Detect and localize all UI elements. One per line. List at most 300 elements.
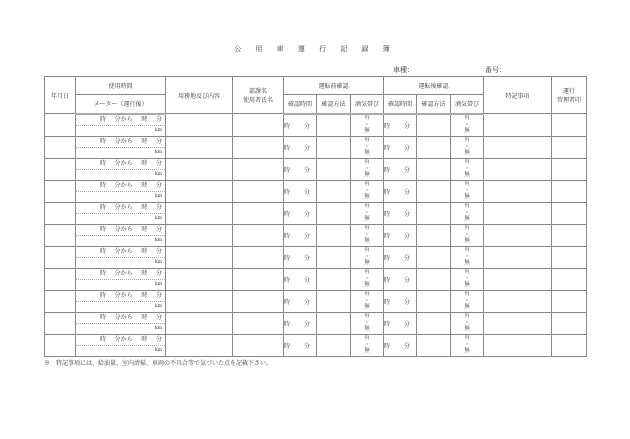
hour-label: 時 bbox=[100, 269, 107, 277]
date-cell[interactable] bbox=[45, 158, 76, 180]
alcohol-yes-no bbox=[451, 313, 483, 333]
minute-from-label: 分から bbox=[114, 115, 133, 123]
destination-cell[interactable] bbox=[166, 158, 233, 180]
remarks-cell[interactable] bbox=[484, 224, 552, 246]
hour-label: 時 bbox=[141, 137, 148, 145]
post-check-method-cell[interactable] bbox=[417, 268, 451, 290]
hour-label: 時 bbox=[100, 225, 107, 233]
header-post-check-method: 確認方法 bbox=[417, 95, 451, 114]
date-cell[interactable] bbox=[45, 334, 76, 356]
minute-label: 分 bbox=[155, 313, 162, 321]
post-check-method-cell[interactable] bbox=[417, 158, 451, 180]
department-cell[interactable] bbox=[233, 158, 284, 180]
pre-check-method-cell[interactable] bbox=[317, 312, 351, 334]
alcohol-yes-no bbox=[351, 269, 383, 289]
dot-separator: ・ bbox=[464, 319, 470, 326]
post-alcohol-cell[interactable] bbox=[451, 334, 484, 356]
hour-label: 時 bbox=[100, 313, 107, 321]
alcohol-yes-no bbox=[351, 203, 383, 223]
minute-from-label: 分から bbox=[114, 269, 133, 277]
no-label: 無 bbox=[464, 172, 470, 179]
remarks-cell[interactable] bbox=[484, 158, 552, 180]
usage-cell[interactable] bbox=[76, 290, 166, 312]
hour-label: 時 bbox=[100, 181, 107, 189]
department-cell[interactable] bbox=[233, 180, 284, 202]
alcohol-yes-no bbox=[451, 247, 483, 267]
pre-check-time-cell[interactable]: 時 分 bbox=[284, 202, 317, 224]
yes-label: 有 bbox=[464, 225, 470, 232]
remarks-cell[interactable] bbox=[484, 268, 552, 290]
pre-check-method-cell[interactable] bbox=[317, 334, 351, 356]
post-alcohol-cell[interactable] bbox=[451, 114, 484, 137]
dot-separator: ・ bbox=[464, 297, 470, 304]
table-row bbox=[45, 290, 587, 312]
no-label: 無 bbox=[464, 150, 470, 157]
dot-separator: ・ bbox=[364, 319, 370, 326]
date-cell[interactable] bbox=[45, 114, 76, 137]
yes-label: 有 bbox=[464, 247, 470, 254]
hour-label: 時 bbox=[100, 115, 107, 123]
pre-check-time-cell[interactable]: 時 分 bbox=[284, 290, 317, 312]
pre-check-time-cell[interactable]: 時 分 bbox=[284, 268, 317, 290]
no-label: 無 bbox=[364, 172, 370, 179]
no-label: 無 bbox=[364, 282, 370, 289]
minute-from-label: 分から bbox=[114, 313, 133, 321]
dot-separator: ・ bbox=[364, 121, 370, 128]
post-check-method-cell[interactable] bbox=[417, 312, 451, 334]
meter-km-line: km bbox=[155, 127, 162, 133]
meter-km-line: km bbox=[155, 215, 162, 221]
no-label: 無 bbox=[464, 238, 470, 245]
minute-label: 分 bbox=[155, 225, 162, 233]
manager-seal-cell[interactable] bbox=[552, 114, 587, 137]
post-alcohol-cell[interactable] bbox=[451, 158, 484, 180]
date-cell[interactable] bbox=[45, 136, 76, 158]
usage-time-line bbox=[76, 181, 165, 192]
usage-time-line bbox=[76, 225, 165, 236]
post-check-method-cell[interactable] bbox=[417, 136, 451, 158]
dot-separator: ・ bbox=[364, 209, 370, 216]
date-cell[interactable] bbox=[45, 312, 76, 334]
yes-label: 有 bbox=[464, 137, 470, 144]
destination-cell[interactable] bbox=[166, 202, 233, 224]
pre-check-method-cell[interactable] bbox=[317, 202, 351, 224]
yes-label: 有 bbox=[464, 269, 470, 276]
post-check-method-cell[interactable] bbox=[417, 334, 451, 356]
post-check-time-cell[interactable]: 時 分 bbox=[384, 312, 417, 334]
destination-cell[interactable] bbox=[166, 224, 233, 246]
header-pre-check: 運転前確認 bbox=[284, 77, 384, 95]
post-check-method-cell[interactable] bbox=[417, 180, 451, 202]
yes-label: 有 bbox=[364, 269, 370, 276]
no-label: 無 bbox=[464, 326, 470, 333]
alcohol-yes-no bbox=[351, 115, 383, 135]
no-label: 無 bbox=[364, 260, 370, 267]
remarks-cell[interactable] bbox=[484, 202, 552, 224]
alcohol-yes-no bbox=[451, 115, 483, 135]
pre-check-method-cell[interactable] bbox=[317, 224, 351, 246]
alcohol-yes-no bbox=[351, 313, 383, 333]
minute-from-label: 分から bbox=[114, 181, 133, 189]
usage-time-line bbox=[76, 159, 165, 170]
header-manager-seal bbox=[552, 77, 587, 114]
destination-cell[interactable] bbox=[166, 180, 233, 202]
hour-label: 時 bbox=[100, 203, 107, 211]
yes-label: 有 bbox=[364, 291, 370, 298]
minute-label: 分 bbox=[155, 247, 162, 255]
usage-time-line bbox=[76, 291, 165, 302]
pre-alcohol-cell[interactable] bbox=[351, 158, 384, 180]
remarks-cell[interactable] bbox=[484, 136, 552, 158]
no-label: 無 bbox=[464, 304, 470, 311]
no-label: 無 bbox=[364, 216, 370, 223]
destination-cell[interactable] bbox=[166, 114, 233, 137]
alcohol-yes-no bbox=[351, 225, 383, 245]
date-cell[interactable] bbox=[45, 268, 76, 290]
post-check-method-cell[interactable] bbox=[417, 290, 451, 312]
remarks-cell[interactable] bbox=[484, 312, 552, 334]
table-row bbox=[45, 202, 587, 224]
header-post-check-time: 確認時間 bbox=[384, 95, 417, 114]
header-manager-seal-line1: 運行 bbox=[562, 88, 575, 95]
usage-time-line bbox=[76, 203, 165, 214]
post-alcohol-cell[interactable] bbox=[451, 224, 484, 246]
dot-separator: ・ bbox=[464, 231, 470, 238]
destination-cell[interactable] bbox=[166, 334, 233, 356]
yes-label: 有 bbox=[464, 115, 470, 122]
remarks-cell[interactable] bbox=[484, 290, 552, 312]
alcohol-yes-no bbox=[451, 291, 483, 311]
header-meter: メーター（運行後） bbox=[76, 95, 166, 114]
pre-check-time-cell[interactable]: 時 分 bbox=[284, 180, 317, 202]
hour-label: 時 bbox=[141, 181, 148, 189]
pre-check-time-cell[interactable]: 時 分 bbox=[284, 114, 317, 137]
manager-seal-cell[interactable] bbox=[552, 224, 587, 246]
yes-label: 有 bbox=[464, 313, 470, 320]
manager-seal-cell[interactable] bbox=[552, 180, 587, 202]
alcohol-yes-no bbox=[351, 291, 383, 311]
manager-seal-cell[interactable] bbox=[552, 268, 587, 290]
pre-alcohol-cell[interactable] bbox=[351, 202, 384, 224]
no-label: 無 bbox=[464, 194, 470, 201]
manager-seal-cell[interactable] bbox=[552, 202, 587, 224]
pre-check-method-cell[interactable] bbox=[317, 268, 351, 290]
hour-label: 時 bbox=[100, 137, 107, 145]
manager-seal-cell[interactable] bbox=[552, 290, 587, 312]
department-cell[interactable] bbox=[233, 114, 284, 137]
remarks-cell[interactable] bbox=[484, 180, 552, 202]
meter-km-line: km bbox=[155, 237, 162, 243]
yes-label: 有 bbox=[364, 115, 370, 122]
post-check-time-cell[interactable]: 時 分 bbox=[384, 224, 417, 246]
usage-cell[interactable] bbox=[76, 246, 166, 268]
hour-label: 時 bbox=[141, 159, 148, 167]
pre-check-method-cell[interactable] bbox=[317, 114, 351, 137]
manager-seal-cell[interactable] bbox=[552, 136, 587, 158]
pre-check-time-cell[interactable]: 時 分 bbox=[284, 136, 317, 158]
alcohol-yes-no bbox=[451, 181, 483, 201]
no-label: 無 bbox=[364, 304, 370, 311]
usage-time-line bbox=[76, 313, 165, 324]
hour-label: 時 bbox=[141, 115, 148, 123]
meter-km-line: km bbox=[155, 347, 162, 353]
destination-cell[interactable] bbox=[166, 246, 233, 268]
post-check-time-cell[interactable]: 時 分 bbox=[384, 136, 417, 158]
pre-alcohol-cell[interactable] bbox=[351, 136, 384, 158]
dot-separator: ・ bbox=[364, 187, 370, 194]
alcohol-yes-no bbox=[451, 137, 483, 157]
pre-check-time-cell[interactable]: 時 分 bbox=[284, 312, 317, 334]
yes-label: 有 bbox=[464, 335, 470, 342]
pre-check-time-cell[interactable]: 時 分 bbox=[284, 334, 317, 356]
alcohol-yes-no bbox=[451, 269, 483, 289]
post-alcohol-cell[interactable] bbox=[451, 180, 484, 202]
dot-separator: ・ bbox=[364, 341, 370, 348]
usage-cell[interactable] bbox=[76, 114, 166, 137]
alcohol-yes-no bbox=[451, 225, 483, 245]
usage-cell[interactable] bbox=[76, 136, 166, 158]
usage-cell[interactable] bbox=[76, 158, 166, 180]
no-label: 無 bbox=[464, 348, 470, 355]
no-label: 無 bbox=[364, 326, 370, 333]
post-check-method-cell[interactable] bbox=[417, 114, 451, 137]
pre-alcohol-cell[interactable] bbox=[351, 180, 384, 202]
header-manager-seal-line2: 管理者印 bbox=[556, 97, 581, 104]
pre-check-method-cell[interactable] bbox=[317, 246, 351, 268]
hour-label: 時 bbox=[141, 225, 148, 233]
post-check-time-cell[interactable]: 時 分 bbox=[384, 246, 417, 268]
alcohol-yes-no bbox=[451, 159, 483, 179]
yes-label: 有 bbox=[464, 181, 470, 188]
minute-label: 分 bbox=[155, 137, 162, 145]
header-user-name: 使用者氏名 bbox=[242, 97, 273, 104]
post-check-method-cell[interactable] bbox=[417, 246, 451, 268]
log-body bbox=[45, 114, 587, 357]
department-cell[interactable] bbox=[233, 224, 284, 246]
hour-label: 時 bbox=[141, 335, 148, 343]
dot-separator: ・ bbox=[364, 275, 370, 282]
pre-check-time-cell[interactable]: 時 分 bbox=[284, 246, 317, 268]
pre-check-time-cell[interactable]: 時 分 bbox=[284, 224, 317, 246]
pre-check-method-cell[interactable] bbox=[317, 180, 351, 202]
header-pre-alcohol: 酒気帯び bbox=[351, 95, 384, 114]
usage-time-line bbox=[76, 269, 165, 280]
destination-cell[interactable] bbox=[166, 268, 233, 290]
document-title: 公 用 車 運 行 記 録 簿 bbox=[234, 45, 396, 53]
hour-label: 時 bbox=[100, 335, 107, 343]
meter-km-line: km bbox=[155, 193, 162, 199]
header-pre-check-time: 確認時間 bbox=[284, 95, 317, 114]
usage-cell[interactable] bbox=[76, 268, 166, 290]
meter-km-line: km bbox=[155, 171, 162, 177]
pre-check-method-cell[interactable] bbox=[317, 136, 351, 158]
no-label: 無 bbox=[464, 128, 470, 135]
manager-seal-cell[interactable] bbox=[552, 158, 587, 180]
minute-from-label: 分から bbox=[114, 247, 133, 255]
pre-check-time-cell[interactable]: 時 分 bbox=[284, 158, 317, 180]
post-check-time-cell[interactable]: 時 分 bbox=[384, 334, 417, 356]
hour-label: 時 bbox=[141, 269, 148, 277]
hour-label: 時 bbox=[100, 247, 107, 255]
dot-separator: ・ bbox=[464, 143, 470, 150]
yes-label: 有 bbox=[364, 137, 370, 144]
pre-alcohol-cell[interactable] bbox=[351, 334, 384, 356]
manager-seal-cell[interactable] bbox=[552, 312, 587, 334]
post-check-time-cell[interactable]: 時 分 bbox=[384, 180, 417, 202]
minute-label: 分 bbox=[155, 335, 162, 343]
manager-seal-cell[interactable] bbox=[552, 246, 587, 268]
yes-label: 有 bbox=[364, 181, 370, 188]
alcohol-yes-no bbox=[351, 247, 383, 267]
date-cell[interactable] bbox=[45, 246, 76, 268]
pre-alcohol-cell[interactable] bbox=[351, 114, 384, 137]
minute-label: 分 bbox=[155, 159, 162, 167]
minute-label: 分 bbox=[155, 203, 162, 211]
usage-cell[interactable] bbox=[76, 180, 166, 202]
table-row bbox=[45, 268, 587, 290]
pre-alcohol-cell[interactable] bbox=[351, 312, 384, 334]
hour-label: 時 bbox=[141, 247, 148, 255]
no-label: 無 bbox=[464, 216, 470, 223]
minute-label: 分 bbox=[155, 181, 162, 189]
table-row bbox=[45, 312, 587, 334]
no-label: 無 bbox=[364, 348, 370, 355]
post-check-method-cell[interactable] bbox=[417, 202, 451, 224]
date-cell[interactable] bbox=[45, 180, 76, 202]
manager-seal-cell[interactable] bbox=[552, 334, 587, 356]
yes-label: 有 bbox=[364, 335, 370, 342]
hour-label: 時 bbox=[100, 291, 107, 299]
header-destination: 用務地及び内容 bbox=[166, 77, 233, 114]
department-cell[interactable] bbox=[233, 290, 284, 312]
hour-label: 時 bbox=[141, 203, 148, 211]
department-cell[interactable] bbox=[233, 312, 284, 334]
meter-km-line: km bbox=[155, 325, 162, 331]
pre-check-method-cell[interactable] bbox=[317, 158, 351, 180]
alcohol-yes-no bbox=[351, 137, 383, 157]
vehicle-type-label: 車種： bbox=[393, 66, 414, 74]
no-label: 無 bbox=[464, 282, 470, 289]
minute-from-label: 分から bbox=[114, 335, 133, 343]
post-alcohol-cell[interactable] bbox=[451, 136, 484, 158]
destination-cell[interactable] bbox=[166, 136, 233, 158]
destination-cell[interactable] bbox=[166, 312, 233, 334]
department-cell[interactable] bbox=[233, 136, 284, 158]
alcohol-yes-no bbox=[351, 335, 383, 355]
pre-alcohol-cell[interactable] bbox=[351, 224, 384, 246]
dot-separator: ・ bbox=[464, 165, 470, 172]
post-alcohol-cell[interactable] bbox=[451, 246, 484, 268]
post-alcohol-cell[interactable] bbox=[451, 290, 484, 312]
header-post-alcohol: 酒気帯び bbox=[451, 95, 484, 114]
post-check-time-cell[interactable]: 時 分 bbox=[384, 158, 417, 180]
pre-alcohol-cell[interactable] bbox=[351, 246, 384, 268]
table-row bbox=[45, 114, 587, 137]
footer-note: ※ 特記事項には、給油量、室内清掃、車両の不具合等で気づいた点を記載下さい。 bbox=[44, 360, 273, 367]
post-alcohol-cell[interactable] bbox=[451, 202, 484, 224]
usage-time-line bbox=[76, 115, 165, 126]
dot-separator: ・ bbox=[464, 209, 470, 216]
table-row bbox=[45, 246, 587, 268]
destination-cell[interactable] bbox=[166, 290, 233, 312]
table-row bbox=[45, 180, 587, 202]
date-cell[interactable] bbox=[45, 290, 76, 312]
header-department-user bbox=[233, 77, 284, 114]
usage-time-line bbox=[76, 335, 165, 346]
table-row bbox=[45, 224, 587, 246]
meter-km-line: km bbox=[155, 303, 162, 309]
post-check-time-cell[interactable]: 時 分 bbox=[384, 114, 417, 137]
post-alcohol-cell[interactable] bbox=[451, 312, 484, 334]
dot-separator: ・ bbox=[464, 341, 470, 348]
yes-label: 有 bbox=[364, 203, 370, 210]
date-cell[interactable] bbox=[45, 202, 76, 224]
minute-from-label: 分から bbox=[114, 137, 133, 145]
table-row bbox=[45, 334, 587, 356]
header-usage-time: 使用時間 bbox=[76, 77, 166, 95]
header-pre-check-method: 確認方法 bbox=[317, 95, 351, 114]
post-check-time-cell[interactable]: 時 分 bbox=[384, 268, 417, 290]
dot-separator: ・ bbox=[464, 275, 470, 282]
dot-separator: ・ bbox=[364, 297, 370, 304]
dot-separator: ・ bbox=[364, 253, 370, 260]
header-post-check: 運転後確認 bbox=[384, 77, 484, 95]
department-cell[interactable] bbox=[233, 334, 284, 356]
no-label: 無 bbox=[364, 238, 370, 245]
remarks-cell[interactable] bbox=[484, 246, 552, 268]
minute-from-label: 分から bbox=[114, 225, 133, 233]
yes-label: 有 bbox=[464, 203, 470, 210]
remarks-cell[interactable] bbox=[484, 334, 552, 356]
department-cell[interactable] bbox=[233, 202, 284, 224]
minute-label: 分 bbox=[155, 291, 162, 299]
minute-from-label: 分から bbox=[114, 203, 133, 211]
usage-cell[interactable] bbox=[76, 312, 166, 334]
hour-label: 時 bbox=[141, 291, 148, 299]
meter-km-line: km bbox=[155, 259, 162, 265]
yes-label: 有 bbox=[464, 159, 470, 166]
department-cell[interactable] bbox=[233, 246, 284, 268]
post-check-method-cell[interactable] bbox=[417, 224, 451, 246]
dot-separator: ・ bbox=[364, 231, 370, 238]
no-label: 無 bbox=[464, 260, 470, 267]
pre-check-method-cell[interactable] bbox=[317, 290, 351, 312]
usage-cell[interactable] bbox=[76, 224, 166, 246]
hour-label: 時 bbox=[100, 159, 107, 167]
department-cell[interactable] bbox=[233, 268, 284, 290]
post-alcohol-cell[interactable] bbox=[451, 268, 484, 290]
table-row bbox=[45, 136, 587, 158]
no-label: 無 bbox=[364, 150, 370, 157]
usage-cell[interactable] bbox=[76, 202, 166, 224]
yes-label: 有 bbox=[364, 247, 370, 254]
number-label: 番号： bbox=[485, 66, 506, 74]
hour-label: 時 bbox=[141, 313, 148, 321]
header-date: 年月日 bbox=[45, 77, 76, 114]
post-check-time-cell[interactable]: 時 分 bbox=[384, 290, 417, 312]
minute-from-label: 分から bbox=[114, 159, 133, 167]
alcohol-yes-no bbox=[451, 335, 483, 355]
remarks-cell[interactable] bbox=[484, 114, 552, 137]
pre-alcohol-cell[interactable] bbox=[351, 268, 384, 290]
usage-cell[interactable] bbox=[76, 334, 166, 356]
alcohol-yes-no bbox=[451, 203, 483, 223]
pre-alcohol-cell[interactable] bbox=[351, 290, 384, 312]
dot-separator: ・ bbox=[464, 187, 470, 194]
date-cell[interactable] bbox=[45, 224, 76, 246]
dot-separator: ・ bbox=[464, 121, 470, 128]
post-check-time-cell[interactable]: 時 分 bbox=[384, 202, 417, 224]
